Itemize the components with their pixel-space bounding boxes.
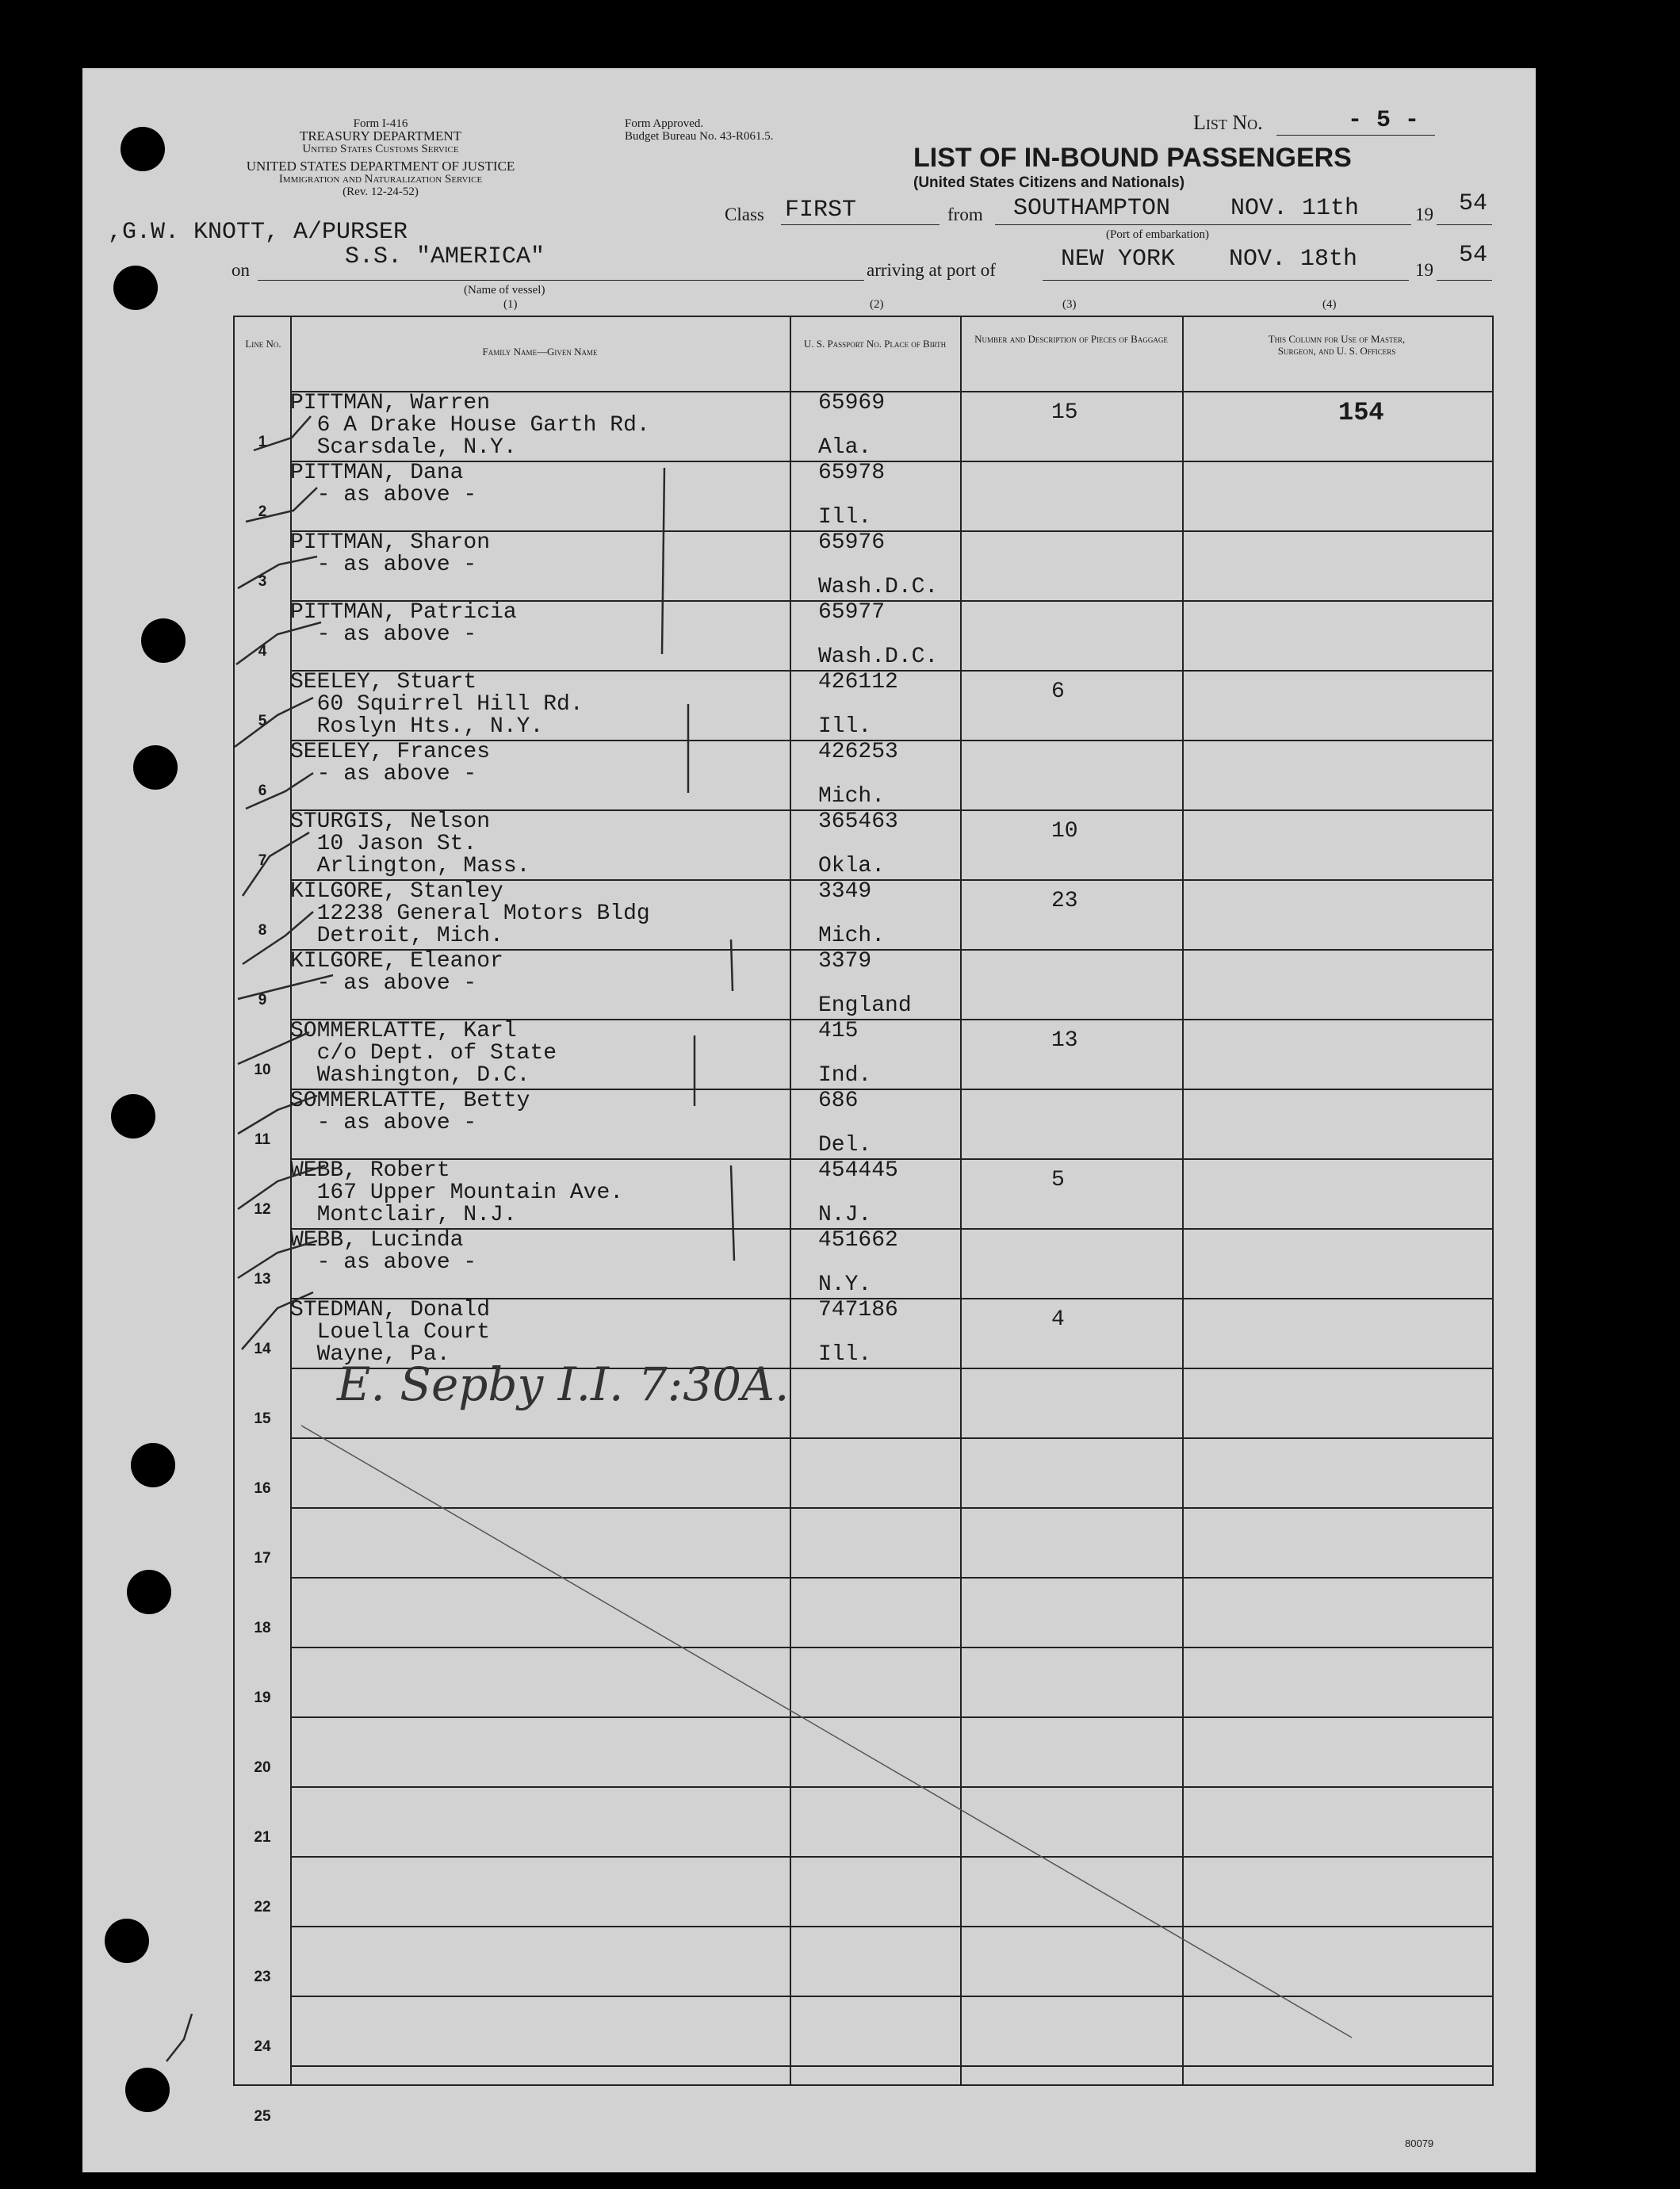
form-number: Form I-416: [353, 117, 408, 130]
approved-text: Form Approved.: [625, 117, 704, 130]
passport-birthplace: 686 Del.: [818, 1089, 872, 1158]
vessel-name-label: (Name of vessel): [464, 284, 545, 297]
page-subtitle: (United States Citizens and Nationals): [913, 174, 1185, 191]
passport-birthplace: 65978 Ill.: [818, 461, 886, 530]
check-mark: [243, 832, 309, 896]
line-number: 1: [258, 434, 267, 450]
list-no-label: List No.: [1193, 111, 1263, 134]
line-number: 21: [254, 1829, 271, 1846]
customs-service: United States Customs Service: [302, 143, 459, 155]
line-number: 22: [254, 1899, 271, 1915]
col-index-3: (3): [1062, 298, 1077, 311]
line-number: 23: [254, 1969, 271, 1985]
check-mark: [238, 975, 333, 999]
vessel-name: S.S. "AMERICA": [345, 243, 545, 270]
budget-text: Budget Bureau No. 43-R061.5.: [625, 130, 774, 143]
treasury-dept: TREASURY DEPARTMENT: [299, 128, 462, 144]
line-number: 14: [254, 1341, 271, 1357]
baggage-count: 13: [1051, 1028, 1078, 1053]
col-index-1: (1): [503, 298, 518, 311]
class-label: Class: [725, 205, 764, 224]
passport-birthplace: 65976 Wash.D.C.: [818, 530, 939, 599]
passenger-name: WEBB, Lucinda - as above -: [290, 1228, 477, 1275]
passenger-name: KILGORE, Stanley 12238 General Motors Bldg Detroit, Mich.: [290, 879, 650, 948]
baggage-count: 6: [1051, 679, 1065, 704]
passport-birthplace: 454445 N.J.: [818, 1158, 898, 1227]
revision: (Rev. 12-24-52): [343, 186, 419, 198]
passenger-name: PITTMAN, Dana - as above -: [290, 461, 477, 507]
passenger-name: SOMMERLATTE, Betty - as above -: [290, 1089, 530, 1135]
line-number: 18: [254, 1620, 271, 1636]
line-number: 25: [254, 2108, 271, 2125]
check-mark: [246, 488, 317, 522]
check-mark: [242, 1292, 313, 1349]
check-mark: [166, 2014, 192, 2061]
passenger-name: SOMMERLATTE, Karl c/o Dept. of State Washington, D.C.: [290, 1019, 557, 1088]
check-mark: [243, 912, 313, 964]
baggage-count: 4: [1051, 1307, 1065, 1332]
check-mark: [235, 698, 313, 747]
line-number: 13: [254, 1271, 271, 1288]
baggage-count: 15: [1051, 400, 1078, 425]
passport-birthplace: 65977 Wash.D.C.: [818, 600, 939, 669]
baggage-count: 23: [1051, 889, 1078, 913]
bracket-stroke: [731, 1165, 734, 1261]
passport-birthplace: 451662 N.Y.: [818, 1228, 898, 1297]
header-line-no: Line No.: [245, 338, 281, 350]
check-mark: [254, 416, 311, 450]
list-no-value: - 5 -: [1348, 107, 1420, 134]
col-index-4: (4): [1322, 298, 1337, 311]
passenger-name: PITTMAN, Sharon - as above -: [290, 530, 491, 577]
baggage-count: 10: [1051, 819, 1078, 844]
check-mark: [238, 557, 317, 588]
header-passport: U. S. Passport No. Place of Birth: [803, 338, 947, 350]
line-number: 11: [254, 1131, 271, 1148]
passport-birthplace: 3349 Mich.: [818, 879, 886, 948]
passenger-name: PITTMAN, Warren 6 A Drake House Garth Rd. Scarsdale, N.Y.: [290, 391, 650, 460]
from-date: NOV. 11th: [1230, 195, 1360, 222]
line-number: 17: [254, 1550, 271, 1567]
line-number: 12: [254, 1201, 271, 1218]
header-name: Family Name—Given Name: [482, 346, 598, 358]
passport-birthplace: 747186 Ill.: [818, 1298, 898, 1367]
check-mark: [238, 1241, 317, 1278]
arriving-label: arriving at port of: [867, 260, 996, 280]
line-number: 24: [254, 2038, 271, 2055]
passenger-name: STEDMAN, Donald Louella Court Wayne, Pa.: [290, 1298, 491, 1367]
passport-birthplace: 426253 Mich.: [818, 740, 898, 809]
line-number: 10: [254, 1062, 271, 1078]
page-title: LIST OF IN-BOUND PASSENGERS: [913, 143, 1352, 173]
passenger-name: STURGIS, Nelson 10 Jason St. Arlington, Mass.: [290, 809, 530, 878]
line-number: 3: [258, 573, 267, 590]
passport-birthplace: 426112 Ill.: [818, 670, 898, 739]
arrival-port: NEW YORK: [1061, 246, 1176, 273]
line-number: 20: [254, 1759, 271, 1776]
passport-birthplace: 3379 England: [818, 949, 912, 1018]
line-number: 15: [254, 1410, 271, 1427]
passport-birthplace: 415 Ind.: [818, 1019, 872, 1088]
check-mark: [246, 773, 313, 809]
footer-code: 80079: [1405, 2137, 1434, 2149]
on-label: on: [232, 260, 250, 280]
cancel-line: [301, 1426, 1352, 2038]
line-number: 4: [258, 643, 267, 660]
header-officers: This Column for Use of Master, Surgeon, and U. S. Officers: [1268, 333, 1406, 357]
from-port: SOUTHAMPTON: [1013, 195, 1171, 222]
passenger-name: KILGORE, Eleanor - as above -: [290, 949, 503, 996]
passenger-name: SEELEY, Stuart 60 Squirrel Hill Rd. Roslyn Hts., N.Y.: [290, 670, 584, 739]
bracket-stroke: [731, 940, 733, 991]
from-label: from: [947, 205, 983, 224]
handwritten-note: E. Sepby I.I. 7:30A.: [337, 1357, 790, 1411]
port-embarkation-label: (Port of embarkation): [1106, 228, 1209, 241]
header-baggage: Number and Description of Pieces of Baggage: [974, 333, 1168, 345]
class-value: FIRST: [785, 197, 857, 224]
passport-birthplace: 65969 Ala.: [818, 391, 886, 460]
baggage-count: 5: [1051, 1168, 1065, 1192]
line-number: 19: [254, 1690, 271, 1706]
year-value: 54: [1459, 190, 1488, 217]
justice-dept: UNITED STATES DEPARTMENT OF JUSTICE: [246, 159, 515, 174]
arrival-year-prefix: 19: [1415, 260, 1433, 280]
passenger-name: SEELEY, Frances - as above -: [290, 740, 491, 786]
year-prefix: 19: [1415, 205, 1433, 224]
line-number: 6: [258, 783, 267, 799]
passport-birthplace: 365463 Okla.: [818, 809, 898, 878]
officer-note: 154: [1338, 398, 1384, 427]
line-number: 2: [258, 503, 267, 520]
check-mark: [238, 1165, 325, 1209]
passenger-name: WEBB, Robert 167 Upper Mountain Ave. Montclair, N.J.: [290, 1158, 624, 1227]
col-index-2: (2): [870, 298, 884, 311]
bracket-stroke: [662, 468, 664, 654]
purser-name: ,G.W. KNOTT, A/PURSER: [108, 219, 408, 246]
arrival-year-value: 54: [1459, 242, 1488, 269]
arrival-date: NOV. 18th: [1229, 246, 1358, 273]
line-number: 5: [258, 713, 267, 729]
line-number: 16: [254, 1480, 271, 1497]
check-mark: [238, 1096, 317, 1134]
ins-service: Immigration and Naturalization Service: [278, 173, 483, 186]
check-mark: [238, 1032, 309, 1064]
passenger-name: PITTMAN, Patricia - as above -: [290, 600, 517, 647]
line-number: 8: [258, 922, 267, 939]
line-number: 9: [258, 992, 267, 1008]
check-mark: [236, 622, 321, 664]
line-number: 7: [258, 852, 267, 869]
